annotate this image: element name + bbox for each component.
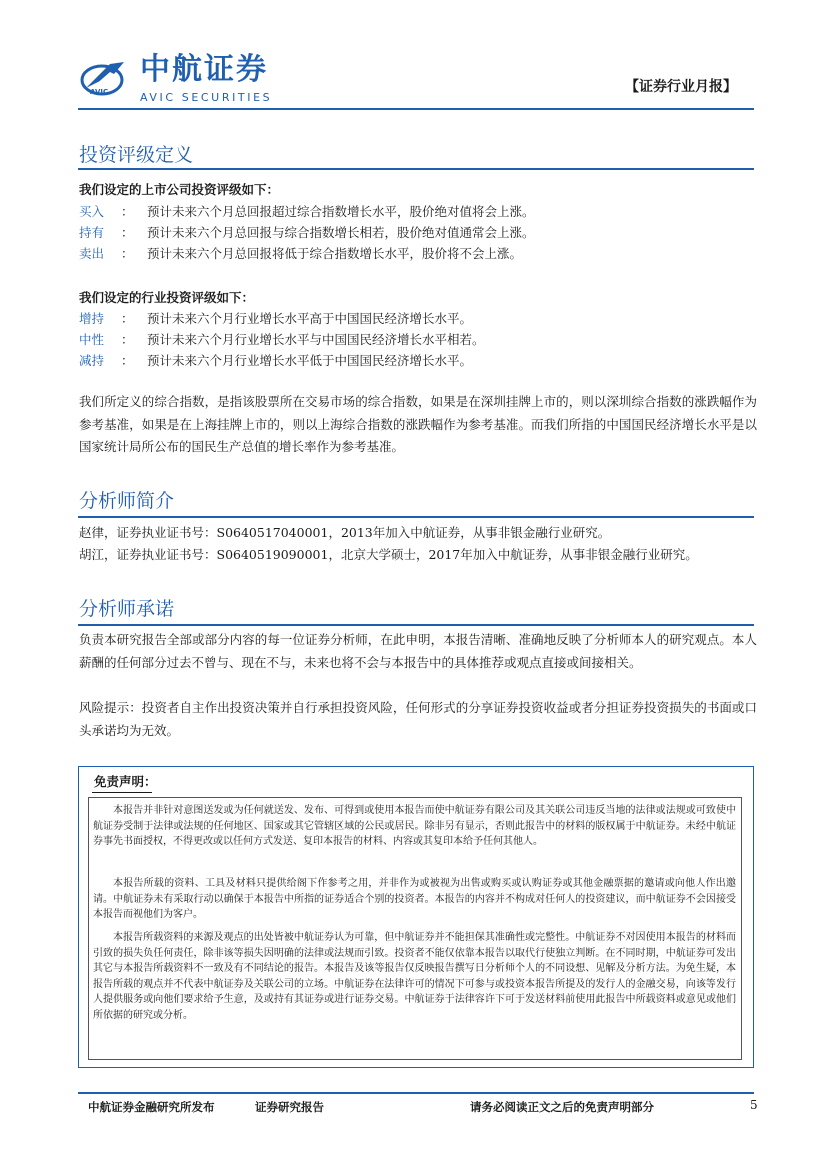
rating-row [79,331,485,349]
rating-text: 预计未来六个月行业增长水平高于中国国民经济增长水平。 [147,311,473,326]
disclaimer-title-underline [92,792,152,793]
section-title-rating: 投资评级定义 [79,144,194,166]
avic-logo-icon [80,58,130,98]
rating-text: 预计未来六个月总回报与综合指数增长相若，股价绝对值通常会上涨。 [147,225,535,240]
rating-text: 预计未来六个月总回报将低于综合指数增长水平，股价将不会上涨。 [147,246,523,261]
rating-row [79,224,535,242]
industry-rating-intro: 我们设定的行业投资评级如下： [79,290,255,305]
rating-label: 中性 [79,332,105,347]
footer-divider [78,1092,754,1094]
rating-colon: ： [121,204,134,219]
rating-row [79,245,522,263]
disclaimer-paragraph: 本报告并非针对意图送发或为任何就送发、发布、可得到或使用本报告而使中航证券有限公司及其关联公司违反当地的法律或法规或可致使中航证券受制于法律或法规的任何地区、国家或其它管辖区域的公民或居民。除非另有显示，否则此报告中的材料的版权属于中航证券。未经中航证券事先书面授权，不得更改或以任何方式发送、复印本报告的材料、内容或其复印本给予任何其他人。 [93,805,736,847]
disclaimer-title: 免责声明： [94,774,157,789]
analyst-line: 胡江，证券执业证书号：S0640519090001，北京大学硕士，2017年加入中航证券，从事非银金融行业研究。 [79,547,698,562]
rating-label: 卖出 [79,246,105,261]
rating-text: 预计未来六个月行业增长水平与中国国民经济增长水平相若。 [147,332,485,347]
analyst-line: 赵律，证券执业证书号：S0640517040001，2013年加入中航证券，从事非银金融行业研究。 [79,525,611,540]
brand-name-en: AVIC SECURITIES [140,91,273,104]
section-title-commitment: 分析师承诺 [79,598,175,620]
header-divider [78,108,754,110]
rating-colon: ： [121,246,134,261]
disclaimer-paragraph: 本报告所载的资料、工具及材料只提供给阁下作参考之用，并非作为或被视为出售或购买或认购证券或其他金融票据的邀请或向他人作出邀请。中航证券未有采取行动以确保于本报告中所指的证券适合个别的投资者。本报告的内容并不构成对任何人的投资建议，而中航证券不会因接受本报告而视他们为客户。 [93,878,736,920]
rating-label: 增持 [79,311,105,326]
commitment-paragraph: 负责本研究报告全部或部分内容的每一位证券分析师，在此申明，本报告清晰、准确地反映了分析师本人的研究观点。本人薪酬的任何部分过去不曾与、现在不与，未来也将不会与本报告中的具体推荐或观点直接或间接相关。 [79,632,757,670]
rating-text: 预计未来六个月总回报超过综合指数增长水平，股价绝对值将会上涨。 [147,204,535,219]
footer-notice: 请务必阅读正文之后的免责声明部分 [470,1100,654,1114]
company-rating-intro: 我们设定的上市公司投资评级如下： [79,182,280,197]
section-title-analysts: 分析师简介 [79,490,175,512]
section-divider [78,624,754,626]
rating-row [79,310,472,328]
rating-label: 买入 [79,204,105,219]
rating-row [79,352,472,370]
rating-row [79,203,535,221]
page-number: 5 [750,1098,758,1112]
report-type: 【证券行业月报】 [625,79,737,95]
rating-colon: ： [121,225,134,240]
index-note: 我们所定义的综合指数，是指该股票所在交易市场的综合指数，如果是在深圳挂牌上市的，则以深圳综合指数的涨跌幅作为参考基准，如果是在上海挂牌上市的，则以上海综合指数的涨跌幅作为参考基准。而我们所指的中国国民经济增长水平是以国家统计局所公布的国民生产总值的增长率作为参考基准。 [79,394,757,454]
rating-label: 持有 [79,225,105,240]
section-divider [78,516,754,518]
risk-warning: 风险提示：投资者自主作出投资决策并自行承担投资风险，任何形式的分享证券投资收益或者分担证券投资损失的书面或口头承诺均为无效。 [79,700,757,738]
footer-publisher: 中航证券金融研究所发布 [88,1100,215,1114]
logo-mark-text: AVIC [90,88,109,96]
section-divider [78,168,754,170]
rating-label: 减持 [79,353,105,368]
disclaimer-paragraph: 本报告所载资料的来源及观点的出处皆被中航证券认为可靠，但中航证券并不能担保其准确性或完整性。中航证券不对因使用本报告的材料而引致的损失负任何责任，除非该等损失因明确的法律或法规而引致。投资者不能仅依靠本报告以取代行使独立判断。在不同时期，中航证券可发出其它与本报告所载资料不一致及有不同结论的报告。本报告及该等报告仅反映报告撰写日分析师个人的不同设想、见解及分析方法。为免生疑，本报告所载的观点并不代表中航证券及关联公司的立场。中航证券在法律许可的情况下可参与或投资本报告所提及的发行人的金融交易，向该等发行人提供服务或向他们要求给予生意，及或持有其证券或进行证券交易。中航证券于法律容许下可于发送材料前使用此报告中所载资料或意见或他们所依据的研究或分析。 [93,932,736,1021]
rating-colon: ： [121,311,134,326]
rating-text: 预计未来六个月行业增长水平低于中国国民经济增长水平。 [147,353,473,368]
footer-doc-type: 证券研究报告 [255,1100,324,1114]
brand-name-cn: 中航证券 [140,52,268,87]
rating-colon: ： [121,353,134,368]
rating-colon: ： [121,332,134,347]
